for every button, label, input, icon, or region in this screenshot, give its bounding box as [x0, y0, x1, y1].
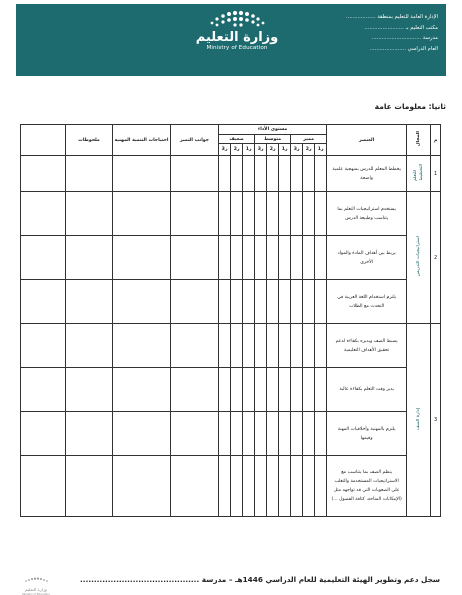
score-cell[interactable]: [231, 192, 243, 236]
score-cell[interactable]: [219, 192, 231, 236]
ministry-logo-dots-icon: [208, 10, 266, 30]
score-cell[interactable]: [243, 368, 255, 412]
header-banner: [16, 4, 446, 76]
strengths-cell[interactable]: [171, 280, 219, 324]
score-cell[interactable]: [267, 192, 279, 236]
group-domain-label: استراتيجيات التدريس: [416, 236, 422, 277]
header-line-school: مدرسة ..............................: [371, 35, 438, 41]
header-excellent: مميز: [291, 135, 327, 144]
score-cell[interactable]: [315, 456, 327, 517]
score-cell[interactable]: [255, 456, 267, 517]
needs-cell[interactable]: [113, 236, 171, 280]
score-cell[interactable]: [219, 156, 231, 192]
score-cell[interactable]: [219, 456, 231, 517]
evaluation-table-wrapper: [20, 124, 438, 516]
element-text: يدير وقت التعلم بكفاءة عالية: [327, 368, 407, 412]
score-cell[interactable]: [303, 456, 315, 517]
footer-logo-arabic: وزارة التعليم: [25, 587, 47, 592]
score-cell[interactable]: [303, 324, 315, 368]
header-weak-z1: ز1: [243, 144, 255, 156]
score-cell[interactable]: [303, 368, 315, 412]
group-domain-label: التخطيط: [419, 164, 425, 181]
header-line-region: الإدارة العامة للتعليم بمنطقة ..................: [345, 14, 438, 20]
table-row: [21, 156, 441, 192]
header-medium-z2: ز2: [267, 144, 279, 156]
score-cell[interactable]: [255, 324, 267, 368]
score-cell[interactable]: [219, 280, 231, 324]
score-cell[interactable]: [231, 324, 243, 368]
extra-cell[interactable]: [21, 156, 66, 192]
evaluation-table: [20, 124, 441, 517]
logo-arabic-text: وزارة التعليم: [195, 30, 279, 45]
table-row: [21, 412, 441, 456]
group-domain-label: إدارة الصف: [416, 407, 422, 431]
extra-cell[interactable]: [21, 412, 66, 456]
score-cell[interactable]: [267, 324, 279, 368]
score-cell[interactable]: [279, 412, 291, 456]
notes-cell[interactable]: [66, 412, 113, 456]
score-cell[interactable]: [291, 456, 303, 517]
score-cell[interactable]: [255, 236, 267, 280]
score-cell[interactable]: [303, 156, 315, 192]
footer-logo-dots-icon: [24, 577, 48, 583]
group-number: 1: [431, 156, 441, 192]
needs-cell[interactable]: [113, 192, 171, 236]
score-cell[interactable]: [315, 368, 327, 412]
score-cell[interactable]: [243, 192, 255, 236]
score-cell[interactable]: [315, 236, 327, 280]
strengths-cell[interactable]: [171, 236, 219, 280]
element-text: يضبط الصف ويديره بكفاءة لدعم تحقيق الأهداف التعليمية: [327, 324, 407, 368]
score-cell[interactable]: [279, 456, 291, 517]
extra-cell[interactable]: [21, 456, 66, 517]
element-text: يلتزم استخدام اللغة العربية في التحدث مع الطلاب: [327, 280, 407, 324]
score-cell[interactable]: [267, 368, 279, 412]
header-line-year: العام الدراسي ......................: [369, 45, 438, 52]
score-cell[interactable]: [267, 236, 279, 280]
score-cell[interactable]: [243, 412, 255, 456]
header-element: العنصر: [327, 125, 407, 156]
footer-title: سجل دعم وتطوير الهيئة التعليمية للعام الدراسي 1446هـ – مدرسة ...........................................: [80, 575, 440, 584]
strengths-cell[interactable]: [171, 456, 219, 517]
score-cell[interactable]: [219, 324, 231, 368]
score-cell[interactable]: [315, 280, 327, 324]
header-strengths: جوانب التميز: [171, 125, 219, 156]
group-number: 2: [431, 192, 441, 324]
notes-cell[interactable]: [66, 324, 113, 368]
element-text: يلتزم بالمهنية وأخلاقيات المهنة وقيمها: [327, 412, 407, 456]
notes-cell[interactable]: [66, 192, 113, 236]
score-cell[interactable]: [267, 456, 279, 517]
header-domain-label: المجال: [416, 131, 422, 147]
extra-cell[interactable]: [21, 324, 66, 368]
score-cell[interactable]: [267, 280, 279, 324]
score-cell[interactable]: [291, 156, 303, 192]
score-cell[interactable]: [243, 156, 255, 192]
group-domain: [407, 192, 431, 324]
score-cell[interactable]: [291, 192, 303, 236]
score-cell[interactable]: [243, 456, 255, 517]
strengths-cell[interactable]: [171, 192, 219, 236]
score-cell[interactable]: [291, 324, 303, 368]
group-domain: [407, 156, 431, 192]
needs-cell[interactable]: [113, 412, 171, 456]
header-medium: متوسط: [255, 135, 291, 144]
score-cell[interactable]: [279, 236, 291, 280]
strengths-cell[interactable]: [171, 368, 219, 412]
footer-logo: [16, 568, 56, 595]
section-title: ثانيا: معلومات عامة: [374, 102, 446, 111]
notes-cell[interactable]: [66, 236, 113, 280]
element-text: يربط بين أهداف المادة والمواد الأخرى: [327, 236, 407, 280]
needs-cell[interactable]: [113, 280, 171, 324]
score-cell[interactable]: [219, 236, 231, 280]
score-cell[interactable]: [291, 368, 303, 412]
header-excellent-z1: ز1: [315, 144, 327, 156]
group-domain: [407, 324, 431, 517]
score-cell[interactable]: [255, 280, 267, 324]
needs-cell[interactable]: [113, 324, 171, 368]
extra-cell[interactable]: [21, 368, 66, 412]
score-cell[interactable]: [255, 192, 267, 236]
score-cell[interactable]: [243, 236, 255, 280]
score-cell[interactable]: [267, 156, 279, 192]
header-blank-column: [21, 125, 66, 156]
score-cell[interactable]: [243, 324, 255, 368]
score-cell[interactable]: [231, 368, 243, 412]
header-num: م: [431, 125, 441, 156]
score-cell[interactable]: [231, 280, 243, 324]
header-line-office: مكتب التعليم بـ ........................: [364, 24, 438, 31]
needs-cell[interactable]: [113, 456, 171, 517]
element-text: يخطط المعلم للدرس بمنهجية علمية واضحة: [327, 156, 407, 192]
score-cell[interactable]: [315, 156, 327, 192]
notes-cell[interactable]: [66, 368, 113, 412]
footer-logo-english: Ministry of Education: [22, 593, 50, 595]
score-cell[interactable]: [303, 236, 315, 280]
header-excellent-z3: ز3: [291, 144, 303, 156]
score-cell[interactable]: [243, 280, 255, 324]
needs-cell[interactable]: [113, 368, 171, 412]
header-medium-z3: ز3: [255, 144, 267, 156]
group-domain-extra: للتعلم: [412, 169, 418, 181]
score-cell[interactable]: [279, 156, 291, 192]
score-cell[interactable]: [303, 412, 315, 456]
header-weak: ضعيف: [219, 135, 255, 144]
group-number: 3: [431, 324, 441, 517]
extra-cell[interactable]: [21, 236, 66, 280]
table-row: [21, 456, 441, 517]
ministry-logo: [182, 10, 292, 72]
notes-cell[interactable]: [66, 280, 113, 324]
score-cell[interactable]: [279, 368, 291, 412]
score-cell[interactable]: [255, 368, 267, 412]
table-row: [21, 368, 441, 412]
element-text: يستخدم استراتيجيات التعلم بما يتناسب وطبيعة الدرس: [327, 192, 407, 236]
score-cell[interactable]: [303, 280, 315, 324]
table-row: [21, 192, 441, 236]
score-cell[interactable]: [255, 156, 267, 192]
score-cell[interactable]: [279, 280, 291, 324]
strengths-cell[interactable]: [171, 412, 219, 456]
score-cell[interactable]: [291, 236, 303, 280]
header-info-lines: [318, 12, 438, 54]
score-cell[interactable]: [291, 412, 303, 456]
score-cell[interactable]: [255, 412, 267, 456]
extra-cell[interactable]: [21, 280, 66, 324]
score-cell[interactable]: [279, 324, 291, 368]
header-notes: ملحوظات: [66, 125, 113, 156]
table-row: [21, 324, 441, 368]
strengths-cell[interactable]: [171, 156, 219, 192]
table-row: [21, 280, 441, 324]
score-cell[interactable]: [303, 192, 315, 236]
score-cell[interactable]: [231, 156, 243, 192]
header-medium-z1: ز1: [279, 144, 291, 156]
strengths-cell[interactable]: [171, 324, 219, 368]
score-cell[interactable]: [315, 412, 327, 456]
score-cell[interactable]: [315, 324, 327, 368]
score-cell[interactable]: [291, 280, 303, 324]
table-row: [21, 236, 441, 280]
logo-english-text: Ministry of Education: [206, 45, 268, 51]
header-domain: [407, 125, 431, 156]
score-cell[interactable]: [219, 412, 231, 456]
score-cell[interactable]: [219, 368, 231, 412]
score-cell[interactable]: [279, 192, 291, 236]
header-excellent-z2: ز2: [303, 144, 315, 156]
score-cell[interactable]: [231, 236, 243, 280]
header-needs: احتياجات التنمية المهنية: [113, 125, 171, 156]
notes-cell[interactable]: [66, 156, 113, 192]
score-cell[interactable]: [315, 192, 327, 236]
score-cell[interactable]: [231, 456, 243, 517]
needs-cell[interactable]: [113, 156, 171, 192]
header-weak-z2: ز2: [231, 144, 243, 156]
element-text: ينظم الصف بما يتناسب مع الاستراتيجيات المستخدمة والتغلب على الصعوبات التي قد تواجهه مثل (الإمكانات المتاحة، كثافة الفصول ...): [327, 456, 407, 517]
header-weak-z3: ز3: [219, 144, 231, 156]
extra-cell[interactable]: [21, 192, 66, 236]
notes-cell[interactable]: [66, 456, 113, 517]
score-cell[interactable]: [267, 412, 279, 456]
header-performance: مستوى الأداء: [219, 125, 327, 135]
score-cell[interactable]: [231, 412, 243, 456]
